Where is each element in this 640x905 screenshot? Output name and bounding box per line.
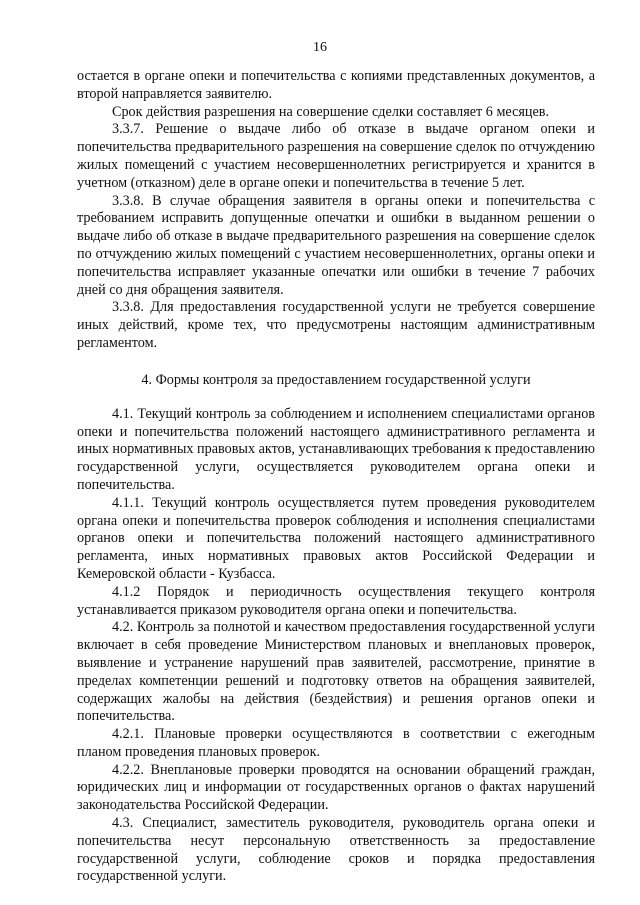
- section-heading: 4. Формы контроля за предоставлением государственной услуги: [141, 371, 531, 388]
- paragraph-continuation: остается в органе опеки и попечительства с копиями представленных документов, а второй направляется заявителю.: [77, 68, 595, 102]
- page-number: 16: [313, 40, 327, 55]
- paragraph-4-1-2: 4.1.2 Порядок и периодичность осуществления текущего контроля устанавливается приказом руководителя органа опеки и попечительства.: [77, 583, 595, 618]
- paragraph-4-2: 4.2. Контроль за полнотой и качеством предоставления государственной услуги включает в себя проведение Министерством плановых и внеплановых проверок, выявление и устранение нарушений прав заявителей, рассмотрение, принятие в пределах компетенции решений и подготовку ответов на обращения заявителей, содержащих жалобы на действия (бездействия) и решения органов опеки и попечительства.: [77, 619, 595, 725]
- paragraph-3-3-8-no-other-actions: 3.3.8. Для предоставления государственной услуги не требуется совершение иных действий, кроме тех, что предусмотрены настоящим административным регламентом.: [77, 299, 595, 351]
- paragraph-4-1-1: 4.1.1. Текущий контроль осуществляется путем проведения руководителем органа опеки и попечительства проверок соблюдения и исполнения специалистами органов опеки и попечительства положений настоящего административного регламента, иных нормативных правовых актов Российской Федерации и Кемеровской области - Кузбасса.: [77, 494, 595, 582]
- paragraph-4-1: 4.1. Текущий контроль за соблюдением и исполнением специалистами органов опеки и попечительства положений настоящего административного регламента и иных нормативных правовых актов, устанавливающих требования к предоставлению государственной услуги, осуществляется руководителем органа опеки и попечительства.: [77, 405, 595, 493]
- paragraph-4-3: 4.3. Специалист, заместитель руководителя, руководитель органа опеки и попечительства несут персональную ответственность за предоставление государственной услуги, соблюдение сроков и порядка предоставления государственной услуги.: [77, 815, 595, 885]
- paragraph-4-2-1: 4.2.1. Плановые проверки осуществляются в соответствии с ежегодным планом проведения плановых проверок.: [77, 726, 595, 760]
- paragraph-3-3-7: 3.3.7. Решение о выдаче либо об отказе в выдаче органом опеки и попечительства предварительного разрешения на совершение сделок по отчуждению жилых помещений с участием несовершеннолетних регистрируется и хранится в учетном (отказном) деле в органе опеки и попечительства в течение 5 лет.: [77, 121, 595, 191]
- document-body: [77, 68, 595, 886]
- paragraph-4-2-2: 4.2.2. Внеплановые проверки проводятся на основании обращений граждан, юридических лиц и информации от государственных органов о фактах нарушений законодательства Российской Федерации.: [77, 761, 595, 814]
- paragraph-permit-validity: Срок действия разрешения на совершение сделки составляет 6 месяцев.: [112, 103, 550, 120]
- paragraph-3-3-8-corrections: 3.3.8. В случае обращения заявителя в органы опеки и попечительства с требованием исправить допущенные опечатки и ошибки в выданном решении о выдаче либо об отказе в выдаче предварительного разрешения на совершение сделок по отчуждению жилых помещений с участием несовершеннолетних, органы опеки и попечительства исправляет указанные опечатки или ошибки в течение 7 рабочих дней со дня обращения заявителя.: [77, 192, 595, 298]
